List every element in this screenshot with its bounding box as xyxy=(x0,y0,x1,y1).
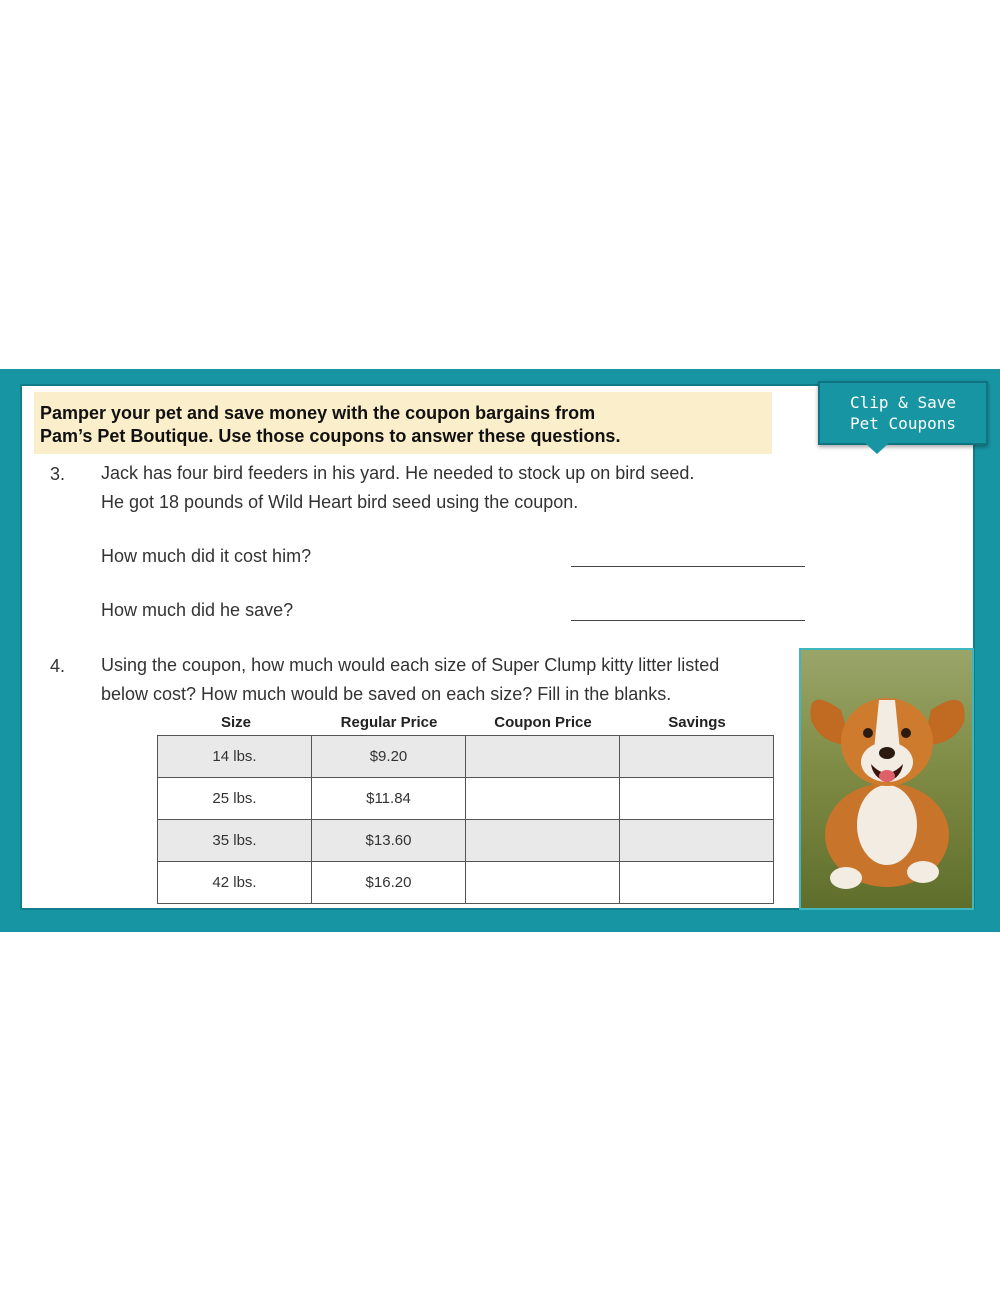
cell-regular-price: $16.20 xyxy=(312,862,466,904)
question-3-ask-cost: How much did it cost him? xyxy=(101,546,312,566)
cell-size: 35 lbs. xyxy=(158,820,312,862)
question-3-ask-saved: How much did he save? xyxy=(101,600,294,620)
header-size: Size xyxy=(220,714,251,731)
cell-savings[interactable] xyxy=(620,736,774,778)
table-row xyxy=(158,778,774,820)
cell-size: 14 lbs. xyxy=(158,736,312,778)
tag-line-1: Clip & Save xyxy=(850,393,956,412)
price-table xyxy=(157,735,774,904)
cell-savings[interactable] xyxy=(620,778,774,820)
question-4-line-2: below cost? How much would be saved on each size? Fill in the blanks. xyxy=(101,684,672,704)
instruction-banner xyxy=(34,392,772,454)
question-3-line-1: Jack has four bird feeders in his yard. He needed to stock up on bird seed. xyxy=(101,463,695,483)
banner-line-1: Pamper your pet and save money with the coupon bargains from xyxy=(40,403,596,423)
cell-coupon-price[interactable] xyxy=(466,820,620,862)
question-4-text xyxy=(101,651,719,709)
cell-regular-price: $11.84 xyxy=(312,778,466,820)
clip-save-tag xyxy=(818,381,988,445)
question-3-text xyxy=(101,459,694,517)
cell-coupon-price[interactable] xyxy=(466,862,620,904)
question-3-number: 3. xyxy=(50,464,66,484)
cell-savings[interactable] xyxy=(620,820,774,862)
banner-line-2: Pam’s Pet Boutique. Use those coupons to answer these questions. xyxy=(40,426,621,446)
header-regular-price: Regular Price xyxy=(340,714,438,731)
tag-line-2: Pet Coupons xyxy=(850,414,956,433)
answer-blank-saved[interactable] xyxy=(571,620,805,621)
table-row xyxy=(158,820,774,862)
question-3-line-2: He got 18 pounds of Wild Heart bird seed using the coupon. xyxy=(101,492,579,512)
cell-regular-price: $9.20 xyxy=(312,736,466,778)
header-savings: Savings xyxy=(668,714,726,731)
cell-coupon-price[interactable] xyxy=(466,736,620,778)
header-coupon-price: Coupon Price xyxy=(494,714,592,731)
dog-photo xyxy=(799,648,974,910)
table-row xyxy=(158,736,774,778)
answer-blank-cost[interactable] xyxy=(571,566,805,567)
question-4-number: 4. xyxy=(50,656,66,676)
question-4-line-1: Using the coupon, how much would each size of Super Clump kitty litter listed xyxy=(101,655,720,675)
table-row xyxy=(158,862,774,904)
dog-illustration xyxy=(801,650,972,908)
cell-size: 25 lbs. xyxy=(158,778,312,820)
cell-size: 42 lbs. xyxy=(158,862,312,904)
cell-savings[interactable] xyxy=(620,862,774,904)
cell-regular-price: $13.60 xyxy=(312,820,466,862)
cell-coupon-price[interactable] xyxy=(466,778,620,820)
